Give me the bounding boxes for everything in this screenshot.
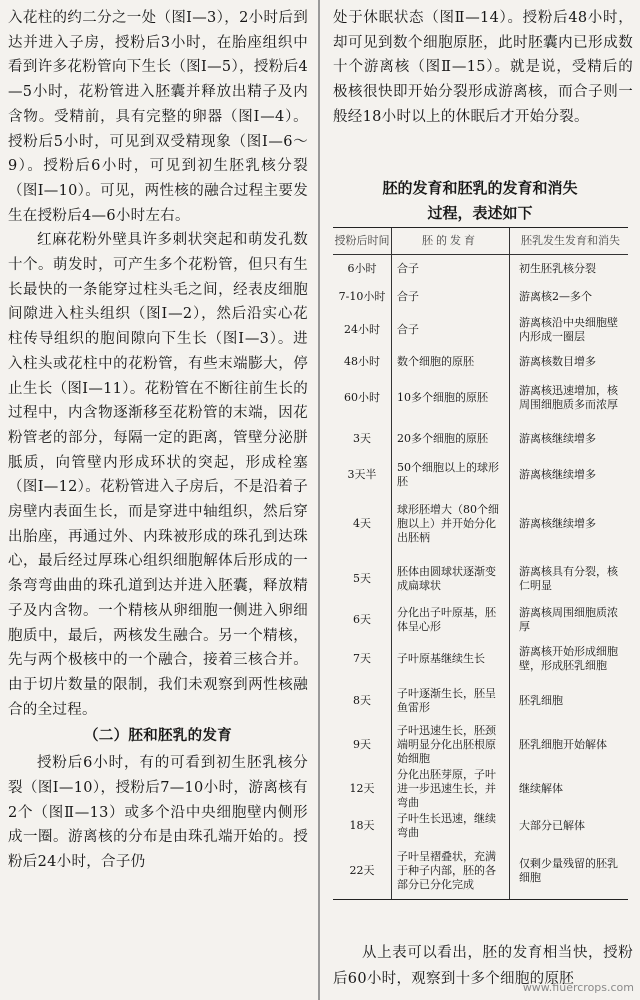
cell-time: 6小时 — [347, 262, 377, 275]
table-row — [333, 283, 628, 311]
cell-embryo: 子叶迅速生长，胚颈端明显分化出胚根原始细胞 — [397, 724, 496, 765]
table-row — [333, 843, 628, 899]
cell-time: 60小时 — [344, 391, 380, 404]
cell-time: 8天 — [353, 694, 371, 707]
cell-embryo: 10多个细胞的原胚 — [397, 391, 488, 404]
column-divider — [318, 0, 320, 1000]
left-paragraph-3: 授粉后6小时，有的可看到初生胚乳核分裂（图Ⅰ—10），授粉后7—10小时，游离核有2个（图Ⅱ—13）或多个沿中央细胞壁内侧形成一圈。游离核的分布是由珠孔端开始的。授粉后24小时，合子仍 — [8, 755, 308, 870]
table-title-line-1: 胚的发育和胚乳的发育和消失 — [382, 179, 578, 197]
cell-embryo: 50个细胞以上的球形胚 — [397, 461, 499, 488]
cell-embryo: 子叶呈褶叠状，充满于种子内部，胚的各部分已分化完成 — [397, 850, 496, 891]
table-header-row — [333, 228, 628, 255]
cell-embryo: 胚体由圆球状逐渐变成扁球状 — [397, 565, 496, 592]
cell-time: 9天 — [353, 738, 371, 751]
table-row — [333, 311, 628, 349]
header-embryo: 胚的发育 — [422, 234, 478, 247]
cell-time: 12天 — [349, 782, 375, 795]
after-table-paragraph: 从上表可以看出，胚的发育相当快，授粉后60小时，观察到十多个细胞的原胚 — [333, 945, 633, 987]
cell-embryo: 分化出子叶原基，胚体呈心形 — [397, 606, 496, 633]
cell-endosperm: 游离核2—多个 — [519, 290, 592, 303]
watermark: www.fiuercrops.com — [522, 981, 634, 994]
table-row — [333, 349, 628, 375]
right-column — [333, 6, 633, 130]
cell-time: 3天 — [353, 432, 371, 445]
table-vline — [391, 228, 392, 899]
cell-embryo: 20多个细胞的原胚 — [397, 432, 488, 445]
cell-embryo: 子叶原基继续生长 — [397, 652, 485, 665]
table-row — [333, 457, 628, 493]
table-row — [333, 681, 628, 721]
cell-endosperm: 游离核继续增多 — [519, 432, 596, 445]
cell-time: 48小时 — [344, 355, 380, 368]
cell-endosperm: 胚乳细胞开始解体 — [519, 738, 607, 751]
cell-endosperm: 游离核继续增多 — [519, 468, 596, 481]
table-row — [333, 255, 628, 283]
table-body — [333, 255, 628, 899]
cell-embryo: 合子 — [397, 290, 419, 303]
table-row — [333, 555, 628, 603]
cell-endosperm: 继续解体 — [519, 782, 563, 795]
cell-time: 7-10小时 — [338, 290, 386, 303]
cell-endosperm: 初生胚乳核分裂 — [519, 262, 596, 275]
table-row — [333, 637, 628, 681]
cell-time: 18天 — [349, 819, 375, 832]
cell-embryo: 数个细胞的原胚 — [397, 355, 474, 368]
table-title-line-2: 过程，表述如下 — [427, 204, 533, 222]
cell-endosperm: 游离核开始形成细胞壁，形成胚乳细胞 — [519, 645, 618, 672]
cell-embryo: 子叶生长迅速，继续弯曲 — [397, 812, 496, 839]
cell-endosperm: 仅剩少量残留的胚乳细胞 — [519, 857, 618, 884]
cell-time: 22天 — [349, 864, 375, 877]
cell-time: 4天 — [353, 517, 371, 530]
cell-embryo: 合子 — [397, 262, 419, 275]
cell-endosperm: 大部分已解体 — [519, 819, 585, 832]
cell-embryo: 合子 — [397, 323, 419, 336]
table-vline — [509, 228, 510, 899]
right-paragraph-1: 处于休眠状态（图Ⅱ—14）。授粉后48小时，却可见到数个细胞原胚，此时胚囊内已形成数十个游离核（图Ⅱ—15）。就是说，受精后的极核很快即开始分裂形成游离核，而合子则一般经18小时以上的休眠后才开始分裂。 — [333, 10, 633, 125]
left-paragraph-2: 红麻花粉外壁具许多刺状突起和萌发孔数十个。萌发时，可产生多个花粉管，但只有生长最快的一条能穿过柱头毛之间，经表皮细胞间隙进入柱头组织（图Ⅰ—2），然后沿实心花柱传导组织的胞间隙向下生长（图Ⅰ—3）。进入柱头或花柱中的花粉管，有些末端膨大，停止生长（图Ⅰ—11）。花粉管在不断往前生长的过程中，内含物逐渐移至花粉管的末端，因花粉管老的部分，每隔一定的距离，管壁分泌胼胝质，向管壁内形成环状的突起，形成栓塞（图Ⅰ—12）。花粉管进入子房后，不是沿着子房壁内表面生长，而是穿进中轴组织，然后穿出胎座，再通过外、内珠被形成的珠孔到达珠心，最后经过厚珠心组织细胞解体后形成的一条弯弯曲曲的珠孔道到达并进入胚囊，释放精子及内含物。一个精核从卵细胞一侧进入卵细胞质中，最后，两核发生融合。另一个精核，先与两个极核中的一个融合，接着三核合并。由于切片数量的限制，我们未观察到两性核融合的全过程。 — [8, 232, 308, 718]
table-row — [333, 421, 628, 457]
cell-endosperm: 游离核具有分裂，核仁明显 — [519, 565, 618, 592]
cell-time: 24小时 — [344, 323, 380, 336]
cell-endosperm: 游离核沿中央细胞壁内形成一圈层 — [519, 316, 618, 343]
left-paragraph-1: 入花柱的约二分之一处（图Ⅰ—3），2小时后到达并进入子房，授粉后3小时，在胎座组织中看到许多花粉管向下生长（图Ⅰ—5），授粉后4—5小时，花粉管进入胚囊并释放出精子及内含物。受精前，具有完整的卵器（图Ⅰ—4）。授粉后5小时，可见到双受精现象（图Ⅰ—6～9）。授粉后6小时，可见到初生胚乳核分裂（图Ⅰ—10）。可见，两性核的融合过程主要发生在授粉后4—6小时左右。 — [8, 10, 308, 224]
section-heading: （二）胚和胚乳的发育 — [84, 728, 232, 745]
cell-endosperm: 游离核数目增多 — [519, 355, 596, 368]
table-title — [345, 176, 615, 226]
table-row — [333, 603, 628, 637]
cell-time: 5天 — [353, 572, 371, 585]
left-column — [8, 6, 308, 875]
table-row — [333, 769, 628, 809]
cell-time: 7天 — [353, 652, 371, 665]
cell-endosperm: 游离核迅速增加，核周围细胞质多而浓厚 — [519, 384, 618, 411]
cell-endosperm: 游离核继续增多 — [519, 517, 596, 530]
cell-endosperm: 胚乳细胞 — [519, 694, 563, 707]
table-row — [333, 809, 628, 843]
cell-time: 3天半 — [347, 468, 377, 481]
table-row — [333, 721, 628, 769]
cell-endosperm: 游离核周围细胞质浓厚 — [519, 606, 618, 633]
header-endosperm: 胚乳发生发育和消失 — [521, 234, 620, 247]
cell-embryo: 分化出胚芽原，子叶进一步迅速生长，并弯曲 — [397, 768, 496, 809]
header-time: 授粉后时间 — [334, 234, 390, 247]
table-row — [333, 375, 628, 421]
cell-time: 6天 — [353, 613, 371, 626]
cell-embryo: 球形胚增大（80个细胞以上）并开始分化出胚柄 — [397, 503, 499, 544]
table-row — [333, 493, 628, 555]
development-table — [333, 227, 628, 900]
cell-embryo: 子叶逐渐生长，胚呈鱼雷形 — [397, 687, 496, 714]
